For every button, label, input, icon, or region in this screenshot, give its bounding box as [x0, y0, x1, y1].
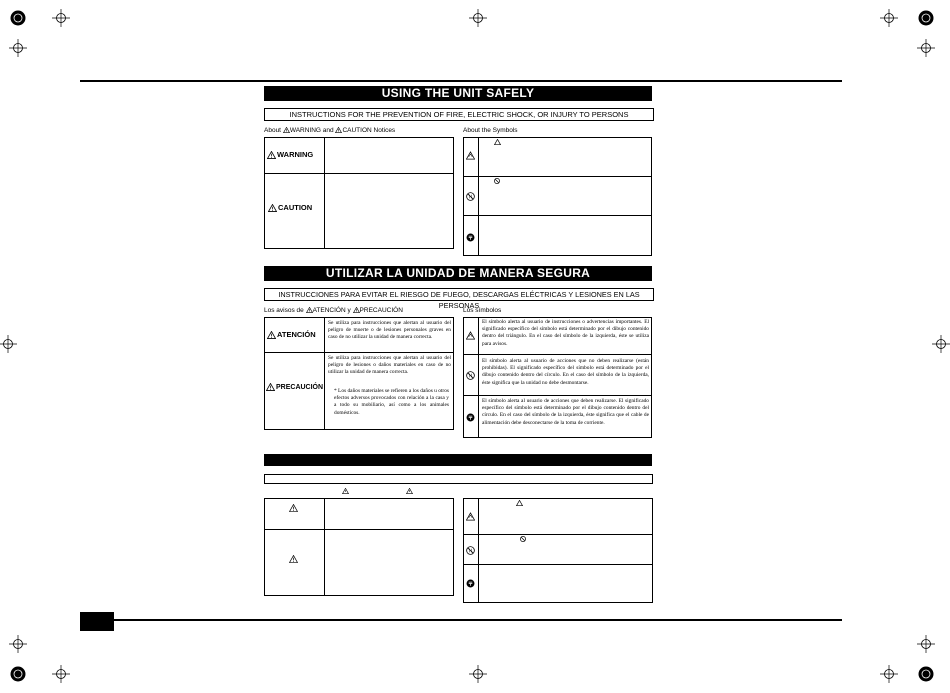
english-symbols-table — [463, 137, 652, 256]
warning-triangle-icon — [289, 504, 298, 512]
registration-mark-icon — [916, 8, 936, 28]
caution-label: CAUTION — [268, 203, 312, 212]
third-section-subbar — [264, 474, 653, 484]
symbol-mandatory-text: El símbolo alerta al usuario de acciones que deben realizarse. El significado específico del símbolo está determinado por el dibujo contenido dentro del círculo. En el caso del símbolo de la izquierda, éste significa que el cable de alimentación debe desconectarse de la toma de corriente. — [482, 398, 649, 426]
warning-triangle-icon — [289, 555, 298, 563]
english-subtitle: INSTRUCTIONS FOR THE PREVENTION OF FIRE, ELECTRIC SHOCK, OR INJURY TO PERSONS — [264, 108, 654, 121]
no-disassemble-icon — [494, 178, 500, 184]
precaucion-text: Se utiliza para instrucciones que alertan al usuario del peligro de lesiones o daños materiales en caso de no utilizar la unidad de manera correcta. — [328, 355, 451, 376]
divider — [264, 352, 454, 353]
warning-triangle-icon — [342, 488, 349, 494]
no-disassemble-icon — [520, 536, 526, 542]
third-notices-table — [264, 498, 454, 596]
third-symbols-table — [463, 498, 653, 603]
spanish-subtitle: INSTRUCCIONES PARA EVITAR EL RIESGO DE FUEGO, DESCARGAS ELÉCTRICAS Y LESIONES EN LAS PERSONAS — [264, 288, 654, 301]
registration-mark-icon — [879, 8, 899, 28]
warning-triangle-icon — [406, 488, 413, 494]
warning-triangle-icon — [266, 383, 275, 391]
symbol-prohibited-text: El símbolo alerta al usuario de acciones que no deben realizarse (están prohibidas). El significado específico del símbolo está determinado por el dibujo contenido dentro del círculo. En el caso del símbolo de la izquierda, éste significa que la unidad no debe desmontarse. — [482, 358, 649, 386]
warning-triangle-icon — [466, 512, 475, 521]
warning-triangle-icon — [283, 127, 290, 133]
divider — [324, 498, 325, 596]
unplug-icon — [466, 413, 475, 422]
registration-mark-icon — [916, 664, 936, 684]
spanish-title: UTILIZAR LA UNIDAD DE MANERA SEGURA — [264, 266, 652, 281]
warning-triangle-icon — [267, 331, 276, 339]
registration-mark-icon — [51, 8, 71, 28]
bottom-rule — [80, 619, 842, 621]
divider — [478, 137, 479, 256]
atencion-text: Se utiliza para instrucciones que alertan al usuario del peligro de muerte o de lesiones personales graves en caso de no utilizar la unidad de manera correcta. — [328, 320, 451, 341]
warning-triangle-icon — [267, 151, 276, 159]
precaucion-note: * Los daños materiales se refieren a los daños u otros efectos adversos provocados con relación a la casa y a todo su mobiliario, así como a los animales domésticos. — [334, 388, 449, 416]
registration-mark-icon — [468, 664, 488, 684]
english-symbols-caption: About the Symbols — [463, 127, 518, 134]
registration-mark-icon — [0, 334, 18, 354]
unplug-icon — [466, 579, 475, 588]
top-rule — [80, 80, 842, 82]
divider — [478, 498, 479, 603]
warning-triangle-icon — [268, 204, 277, 212]
warning-label: WARNING — [267, 150, 313, 159]
registration-mark-icon — [879, 664, 899, 684]
english-title: USING THE UNIT SAFELY — [264, 86, 652, 101]
registration-mark-icon — [931, 334, 950, 354]
warning-triangle-icon — [466, 331, 475, 340]
divider — [463, 395, 652, 396]
no-disassemble-icon — [466, 371, 475, 380]
no-disassemble-icon — [466, 192, 475, 201]
registration-mark-icon — [916, 38, 936, 58]
warning-triangle-icon — [516, 500, 523, 506]
precaucion-label: PRECAUCIÓN — [266, 383, 323, 391]
english-notices-caption: About WARNING and CAUTION Notices — [264, 127, 396, 134]
no-disassemble-icon — [466, 546, 475, 555]
atencion-label: ATENCIÓN — [267, 330, 316, 339]
registration-mark-icon — [8, 38, 28, 58]
registration-mark-icon — [8, 8, 28, 28]
registration-mark-icon — [916, 634, 936, 654]
warning-triangle-icon — [306, 307, 313, 313]
symbol-warning-text: El símbolo alerta al usuario de instrucciones o advertencias importantes. El significado específico del símbolo está determinado por el dibujo contenido dentro del triángulo. En el caso del símbolo de la izquierda, éste se utiliza para avisos. — [482, 319, 649, 347]
registration-mark-icon — [8, 664, 28, 684]
divider — [324, 137, 325, 249]
third-section-banner — [264, 454, 652, 466]
divider — [463, 534, 653, 535]
divider — [463, 176, 652, 177]
page-number-box — [80, 612, 114, 631]
spanish-notices-caption: Los avisos de ATENCIÓN y PRECAUCIÓN — [264, 307, 403, 314]
warning-triangle-icon — [494, 139, 501, 145]
warning-triangle-icon — [466, 151, 475, 160]
warning-triangle-icon — [353, 307, 360, 313]
divider — [264, 173, 454, 174]
registration-mark-icon — [468, 8, 488, 28]
divider — [463, 564, 653, 565]
unplug-icon — [466, 233, 475, 242]
registration-mark-icon — [51, 664, 71, 684]
divider — [324, 317, 325, 430]
divider — [463, 354, 652, 355]
registration-mark-icon — [8, 634, 28, 654]
divider — [463, 215, 652, 216]
spanish-symbols-caption: Los símbolos — [463, 307, 502, 314]
divider — [264, 529, 454, 530]
divider — [478, 317, 479, 438]
